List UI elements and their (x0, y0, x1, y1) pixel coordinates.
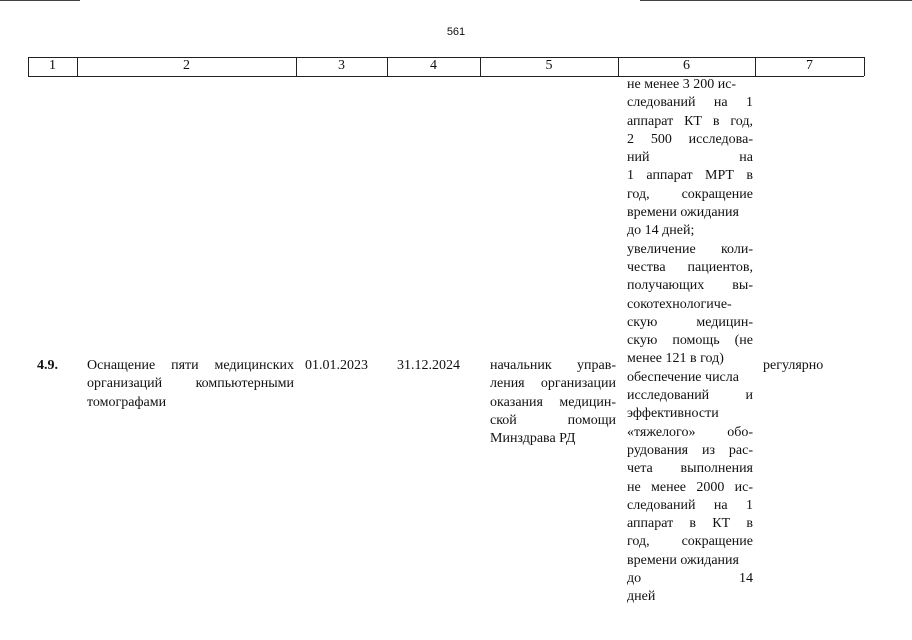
indicator-text-line: год, сокращение (627, 186, 753, 202)
indicator-text-line: не менее 3 200 ис- (627, 77, 737, 92)
indicator-text-line: ний на (627, 150, 753, 166)
responsible-line: ской помощи (490, 412, 616, 428)
indicator-text-line: менее 121 в год) (627, 351, 724, 367)
scan-top-edge-left (0, 0, 80, 1)
indicator-text-line: год, сокращение (627, 534, 753, 550)
indicator-text-line: рудования из рас- (627, 442, 753, 458)
indicator-text-line: 1 аппарат МРТ в (627, 168, 753, 184)
indicator-text-line: увеличение коли- (627, 241, 753, 257)
start-date: 01.01.2023 (305, 358, 368, 373)
indicator-text-line: «тяжелого» обо- (627, 424, 753, 440)
responsible-line: оказания медицин- (490, 394, 616, 410)
column-number-7: 7 (806, 58, 813, 73)
indicator-text-line: скую помощь (не (627, 333, 753, 349)
column-number-2: 2 (183, 58, 190, 73)
indicator-text-line: сокотехнологиче- (627, 296, 732, 312)
responsible-line: ления организации (490, 376, 616, 392)
indicator-text-line: дней (627, 589, 656, 605)
row-name-line: Оснащение пяти медицинских (87, 358, 294, 373)
column-number-6: 6 (683, 58, 690, 73)
row-name-line: организаций компьютерными (87, 376, 294, 392)
col-divider (864, 57, 865, 76)
responsible-line: начальник управ- (490, 358, 616, 373)
responsible-person (490, 357, 616, 448)
end-date: 31.12.2024 (397, 358, 460, 373)
indicator-text-line: времени ожидания (627, 205, 739, 221)
indicator-text-line: чета выполнения (627, 461, 753, 477)
indicator-text-line: аппарат в КТ в (627, 516, 753, 532)
column-number-1: 1 (49, 58, 56, 73)
indicator-text-line: 2 500 исследова- (627, 131, 753, 147)
row-number: 4.9. (37, 358, 58, 373)
indicator-text-line: эффективности (627, 406, 719, 422)
periodicity: регулярно (763, 358, 824, 373)
indicator-text-line: чества пациентов, (627, 259, 753, 275)
row-name (87, 357, 294, 412)
column-number-5: 5 (545, 58, 553, 73)
indicator-text-line: исследований и (627, 388, 753, 404)
column-number-4: 4 (430, 58, 437, 73)
column-number-3: 3 (338, 58, 345, 73)
indicators-column (627, 76, 753, 607)
responsible-line: Минздрава РД (490, 431, 576, 447)
indicator-text-line: следований на 1 (627, 497, 753, 513)
indicator-text-line: до 14 (627, 571, 753, 587)
indicator-text-line: следований на 1 (627, 95, 753, 111)
row-name-line: томографами (87, 394, 167, 410)
indicator-text-line: не менее 2000 ис- (627, 479, 753, 495)
indicator-text-line: скую медицин- (627, 314, 753, 330)
page-number: 561 (446, 26, 466, 38)
scan-top-edge-right (640, 0, 912, 1)
indicator-text-line: времени ожидания (627, 552, 739, 568)
indicator-text-line: до 14 дней; (627, 223, 695, 239)
indicator-text-line: обеспечение числа (627, 369, 739, 385)
indicator-text-line: получающих вы- (627, 278, 753, 294)
indicator-text-line: аппарат КТ в год, (627, 113, 753, 129)
